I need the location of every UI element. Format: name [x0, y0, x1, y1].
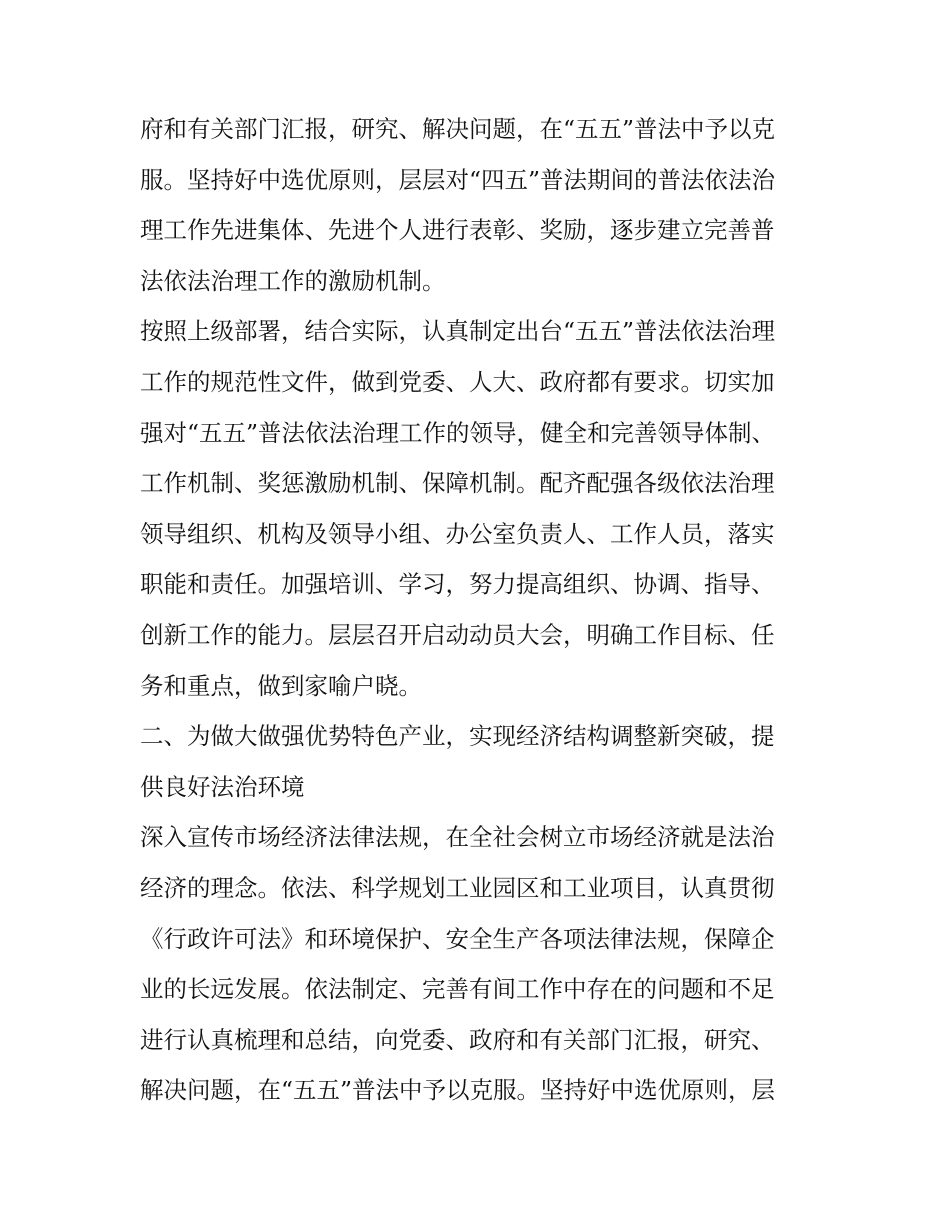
- text-line: 理工作先进集体、先进个人进行表彰、奖励，逐步建立完善普: [140, 216, 775, 245]
- text-line: 解决问题，在“五五”普法中予以克服。坚持好中选优原则，层: [140, 1076, 776, 1105]
- text-line: 按照上级部署，结合实际，认真制定出台“五五”普法依法治理: [140, 317, 776, 346]
- text-line: 职能和责任。加强培训、学习，努力提高组织、协调、指导、: [140, 570, 775, 599]
- text-line: 府和有关部门汇报，研究、解决问题，在“五五”普法中予以克: [140, 115, 776, 143]
- text-line: 《行政许可法》和环境保护、安全生产各项法律法规，保障企: [140, 924, 775, 953]
- text-line: 领导组织、机构及领导小组、办公室负责人、工作人员，落实: [140, 519, 775, 548]
- text-line: 强对“五五”普法依法治理工作的领导，健全和完善领导体制、: [140, 418, 776, 447]
- text-line: 服。坚持好中选优原则，层层对“四五”普法期间的普法依法治: [140, 165, 776, 194]
- text-line: 深入宣传市场经济法律法规，在全社会树立市场经济就是法治: [140, 823, 775, 852]
- text-line: 进行认真梳理和总结，向党委、政府和有关部门汇报，研究、: [140, 1025, 775, 1054]
- section-heading-line: 供良好法治环境: [140, 772, 305, 801]
- text-line: 工作机制、奖惩激励机制、保障机制。配齐配强各级依法治理: [140, 469, 775, 498]
- text-line: 务和重点，做到家喻户晓。: [140, 671, 422, 700]
- text-line: 经济的理念。依法、科学规划工业园区和工业项目，认真贯彻: [140, 873, 775, 902]
- section-heading-line: 二、为做大做强优势特色产业，实现经济结构调整新突破，提: [140, 722, 775, 751]
- text-line: 创新工作的能力。层层召开启动动员大会，明确工作目标、任: [140, 620, 775, 649]
- text-line: 工作的规范性文件，做到党委、人大、政府都有要求。切实加: [140, 367, 775, 396]
- text-line: 法依法治理工作的激励机制。: [140, 266, 446, 295]
- document-body: [140, 104, 812, 1116]
- text-line: 业的长远发展。依法制定、完善有间工作中存在的问题和不足: [140, 975, 775, 1004]
